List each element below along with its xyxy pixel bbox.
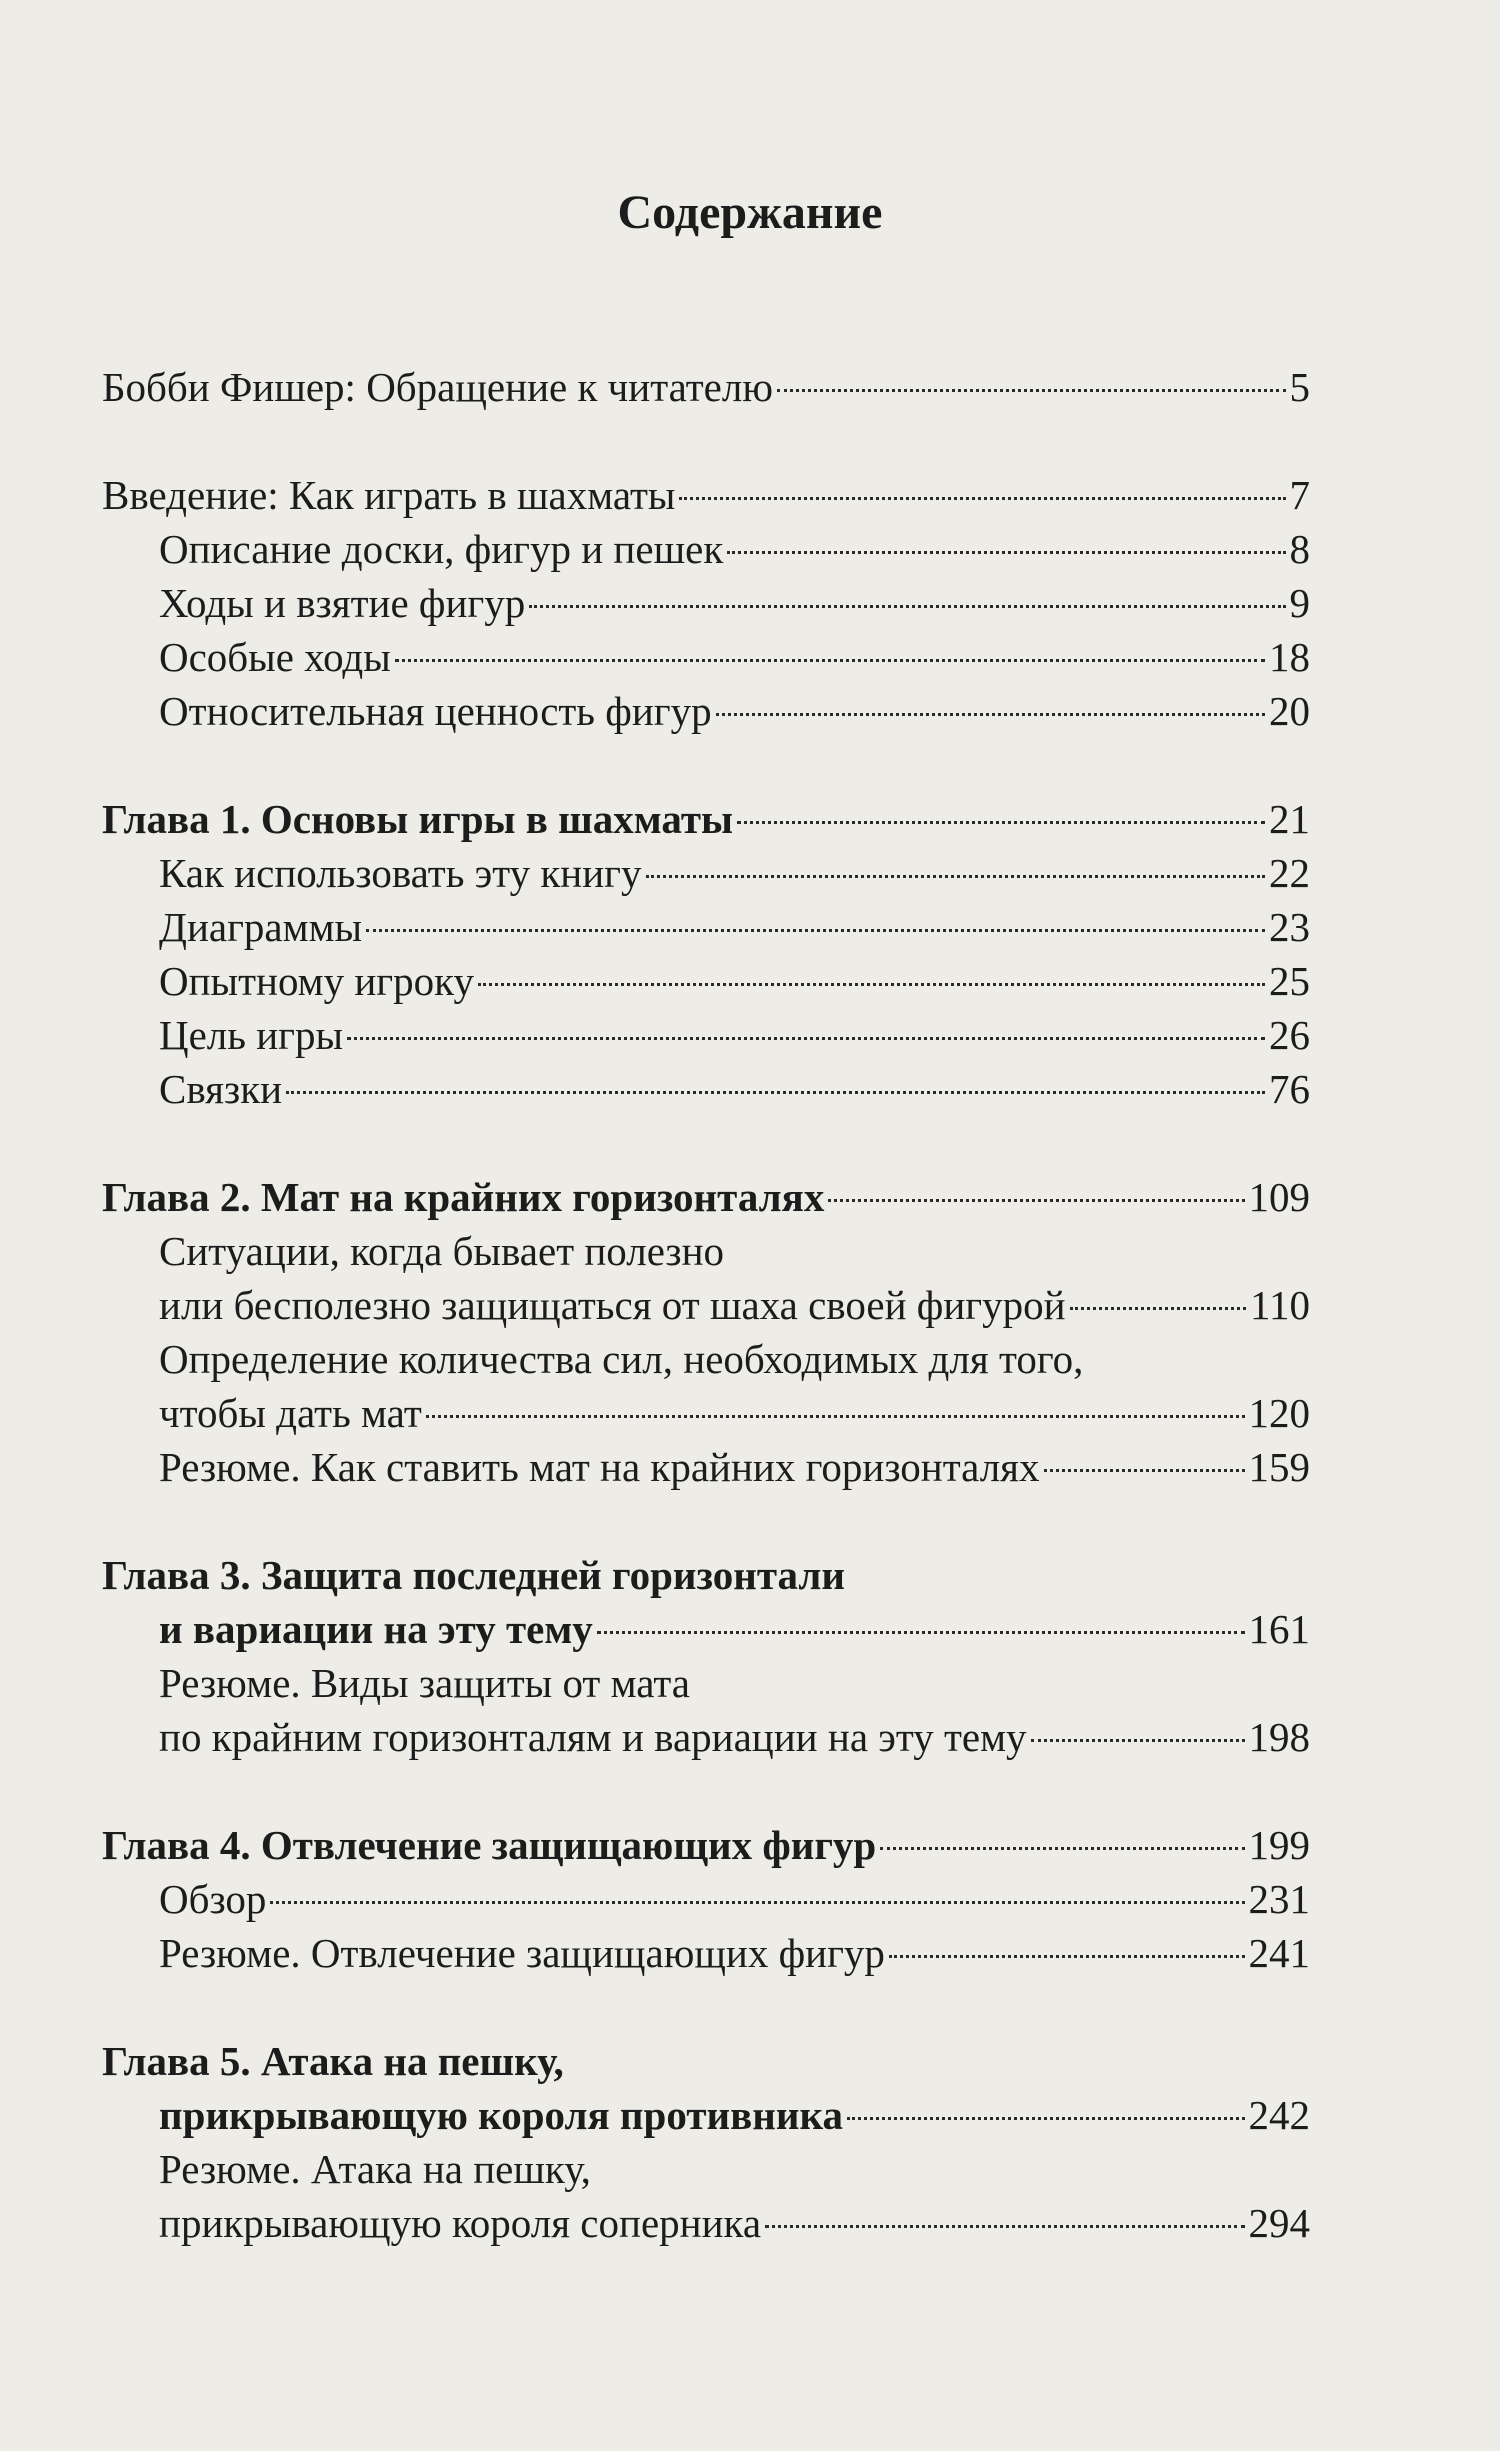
toc-entry-title: Цель игры (159, 1012, 344, 1058)
dot-leader (777, 389, 1286, 392)
toc-entry-title: Глава 3. Защита последней горизонтали (102, 1552, 846, 1598)
toc-entry-title: чтобы дать мат (159, 1390, 422, 1436)
dot-leader (529, 605, 1285, 608)
toc-entry-page: 18 (1269, 634, 1310, 680)
toc-entry (102, 1602, 1310, 1656)
toc-entry-page: 199 (1248, 1822, 1310, 1868)
toc-entry-title: Глава 5. Атака на пешку, (102, 2038, 564, 2084)
toc-entry (102, 1170, 1310, 1224)
toc-entry-page: 161 (1248, 1606, 1310, 1652)
toc-entry-title: Определение количества сил, необходимых для того, (159, 1336, 1084, 1382)
toc-entry-title: Описание доски, фигур и пешек (159, 526, 724, 572)
toc-entry-page: 25 (1269, 958, 1310, 1004)
toc-entry (102, 576, 1310, 630)
dot-leader (880, 1847, 1244, 1850)
toc-entry-title: Обзор (159, 1876, 267, 1922)
toc-section (102, 792, 1310, 1116)
toc-entry-page: 110 (1250, 1282, 1310, 1328)
toc-entry (102, 2088, 1310, 2142)
toc-entry-page: 76 (1269, 1066, 1310, 1112)
toc-entry-title: Ходы и взятие фигур (159, 580, 526, 626)
dot-leader (426, 1415, 1245, 1418)
toc-entry-page: 9 (1289, 580, 1310, 626)
toc-entry (102, 684, 1310, 738)
page-title: Содержание (617, 186, 883, 239)
dot-leader (646, 875, 1266, 878)
dot-leader (847, 2117, 1245, 2120)
dot-leader (828, 1199, 1244, 1202)
toc-entry (102, 1710, 1310, 1764)
dot-leader (727, 551, 1285, 554)
toc-entry-page: 5 (1289, 364, 1310, 410)
dot-leader (366, 929, 1265, 932)
toc-entry-title: Введение: Как играть в шахматы (102, 472, 676, 518)
toc-entry-page: 242 (1248, 2092, 1310, 2138)
toc-entry-title: Резюме. Отвлечение защищающих фигур (159, 1930, 885, 1976)
toc-entry-page: 23 (1269, 904, 1310, 950)
toc-entry (102, 846, 1310, 900)
toc-entry (102, 954, 1310, 1008)
toc-entry (102, 1440, 1310, 1494)
toc-entry (102, 1332, 1310, 1386)
toc-entry (102, 1818, 1310, 1872)
dot-leader (1044, 1469, 1245, 1472)
toc-entry-page: 120 (1248, 1390, 1310, 1436)
toc-entry (102, 1548, 1310, 1602)
toc-entry-page: 109 (1248, 1174, 1310, 1220)
dot-leader (1070, 1307, 1246, 1310)
toc-entry (102, 1656, 1310, 1710)
toc-entry-title: Диаграммы (159, 904, 363, 950)
toc-section (102, 1170, 1310, 1494)
toc-section (102, 360, 1310, 414)
toc-entry-title: Бобби Фишер: Обращение к читателю (102, 364, 773, 410)
toc-entry-page: 231 (1248, 1876, 1310, 1922)
toc-entry-page: 21 (1269, 796, 1310, 842)
toc-entry-page: 8 (1289, 526, 1310, 572)
toc-entry (102, 2196, 1310, 2250)
toc-entry-title: Глава 2. Мат на крайних горизонталях (102, 1174, 825, 1220)
toc-entry-page: 198 (1248, 1714, 1310, 1760)
toc-entry (102, 1224, 1310, 1278)
toc-entry-page: 7 (1289, 472, 1310, 518)
dot-leader (737, 821, 1265, 824)
toc-entry-title: и вариации на эту тему (159, 1606, 593, 1652)
dot-leader (478, 983, 1265, 986)
toc-entry-page: 22 (1269, 850, 1310, 896)
toc-entry-title: или бесполезно защищаться от шаха своей фигурой (159, 1282, 1066, 1328)
toc-entry (102, 630, 1310, 684)
dot-leader (716, 713, 1265, 716)
toc-entry-title: Глава 1. Основы игры в шахматы (102, 796, 733, 842)
toc-entry (102, 360, 1310, 414)
toc-entry (102, 792, 1310, 846)
toc-entry-page: 159 (1248, 1444, 1310, 1490)
dot-leader (1031, 1739, 1245, 1742)
toc-entry (102, 1278, 1310, 1332)
toc-entry (102, 1062, 1310, 1116)
dot-leader (679, 497, 1285, 500)
toc-entry (102, 1386, 1310, 1440)
dot-leader (597, 1631, 1245, 1634)
toc-section (102, 2034, 1310, 2250)
toc-entry-title: Резюме. Атака на пешку, (159, 2146, 591, 2192)
toc-entry-title: Как использовать эту книгу (159, 850, 642, 896)
toc-entry-title: Опытному игроку (159, 958, 474, 1004)
table-of-contents (102, 360, 1310, 2304)
dot-leader (889, 1955, 1245, 1958)
toc-entry-title: Глава 4. Отвлечение защищающих фигур (102, 1822, 877, 1868)
toc-section (102, 1548, 1310, 1764)
toc-entry-title: Особые ходы (159, 634, 391, 680)
dot-leader (286, 1091, 1265, 1094)
toc-entry-page: 294 (1248, 2200, 1310, 2246)
toc-entry-title: по крайним горизонталям и вариации на эту тему (159, 1714, 1027, 1760)
toc-entry-title: Относительная ценность фигур (159, 688, 712, 734)
toc-entry-title: прикрывающую короля противника (159, 2092, 843, 2138)
toc-section (102, 468, 1310, 738)
dot-leader (765, 2225, 1244, 2228)
toc-entry (102, 1926, 1310, 1980)
toc-entry-title: Ситуации, когда бывает полезно (159, 1228, 725, 1274)
dot-leader (395, 659, 1265, 662)
dot-leader (347, 1037, 1265, 1040)
toc-entry (102, 468, 1310, 522)
toc-entry-page: 26 (1269, 1012, 1310, 1058)
toc-entry (102, 1008, 1310, 1062)
toc-entry-page: 241 (1248, 1930, 1310, 1976)
toc-section (102, 1818, 1310, 1980)
toc-entry (102, 2034, 1310, 2088)
toc-entry (102, 2142, 1310, 2196)
toc-entry-page: 20 (1269, 688, 1310, 734)
toc-entry-title: Связки (159, 1066, 283, 1112)
toc-entry-title: прикрывающую короля соперника (159, 2200, 762, 2246)
toc-entry (102, 522, 1310, 576)
toc-entry (102, 900, 1310, 954)
dot-leader (270, 1901, 1244, 1904)
toc-entry (102, 1872, 1310, 1926)
toc-entry-title: Резюме. Виды защиты от мата (159, 1660, 690, 1706)
toc-entry-title: Резюме. Как ставить мат на крайних горизонталях (159, 1444, 1040, 1490)
